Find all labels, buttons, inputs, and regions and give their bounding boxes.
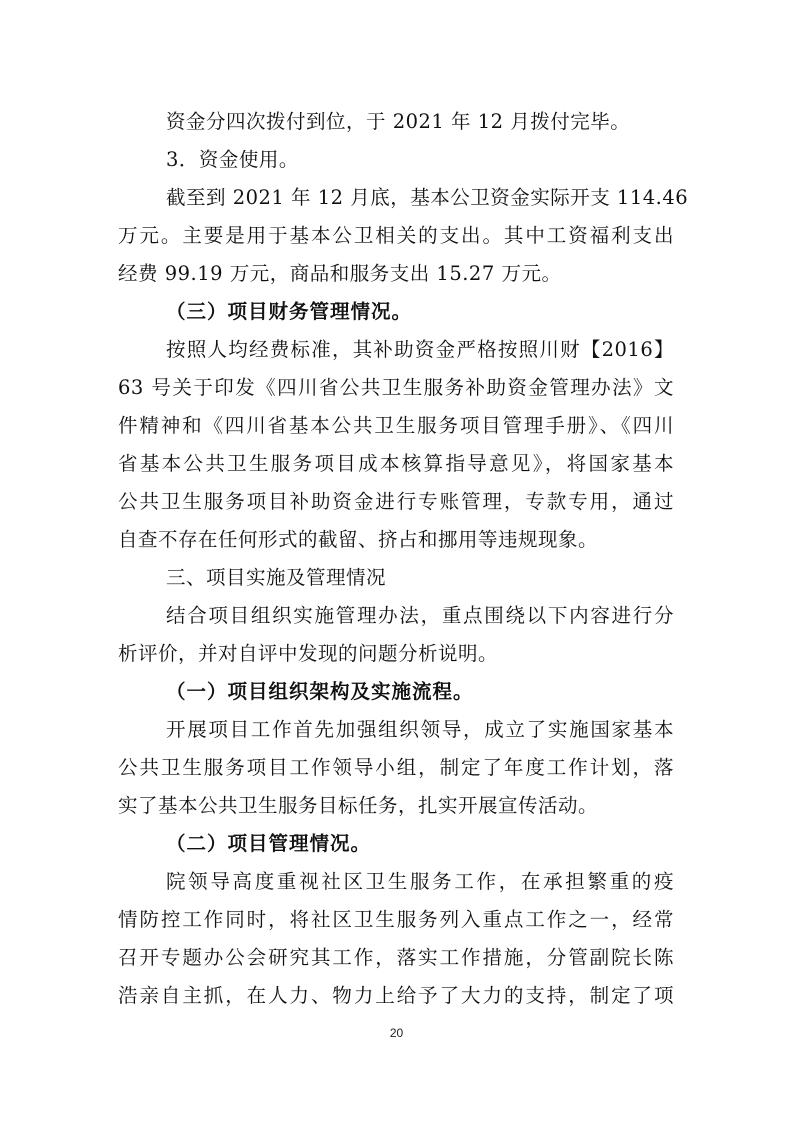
body-line-1: 资金分四次拨付到位，于 2021 年 12 月拨付完毕。	[166, 110, 631, 133]
body-line-8: 63 号关于印发《四川省公共卫生服务补助资金管理办法》文	[118, 376, 674, 399]
body-line-12: 自查不存在任何形式的截留、挤占和挪用等违规现象。	[118, 528, 599, 551]
body-line-7: 按照人均经费标准，其补助资金严格按照川财【2016】	[166, 338, 674, 361]
body-line-15: 析评价，并对自评中发现的问题分析说明。	[118, 642, 499, 665]
chapter-heading-3: 三、项目实施及管理情况	[166, 566, 387, 589]
body-line-19: 实了基本公共卫生服务目标任务，扎实开展宣传活动。	[118, 794, 599, 817]
body-line-14: 结合项目组织实施管理办法，重点围绕以下内容进行分	[166, 604, 674, 627]
body-line-11: 公共卫生服务项目补助资金进行专账管理，专款专用，通过	[118, 490, 674, 513]
body-line-10: 省基本公共卫生服务项目成本核算指导意见》，将国家基本	[118, 452, 674, 475]
body-line-21: 院领导高度重视社区卫生服务工作，在承担繁重的疫	[166, 870, 674, 893]
body-line-2: 3．资金使用。	[166, 148, 299, 171]
section-heading-3: （三）项目财务管理情况。	[166, 300, 413, 323]
section-heading-2: （二）项目管理情况。	[166, 832, 372, 855]
body-line-24: 浩亲自主抓，在人力、物力上给予了大力的支持，制定了项	[118, 984, 674, 1007]
body-line-17: 开展项目工作首先加强组织领导，成立了实施国家基本	[166, 718, 674, 741]
body-line-23: 召开专题办公会研究其工作，落实工作措施，分管副院长陈	[118, 946, 674, 969]
body-line-18: 公共卫生服务项目工作领导小组，制定了年度工作计划，落	[118, 756, 674, 779]
body-line-3: 截至到 2021 年 12 月底，基本公卫资金实际开支 114.46	[166, 186, 689, 209]
body-line-9: 件精神和《四川省基本公共卫生服务项目管理手册》、《四川	[118, 414, 674, 437]
body-line-4: 万元。主要是用于基本公卫相关的支出。其中工资福利支出	[118, 224, 674, 247]
page-number: 20	[389, 1026, 404, 1040]
body-line-22: 情防控工作同时，将社区卫生服务列入重点工作之一，经常	[118, 908, 674, 931]
section-heading-1: （一）项目组织架构及实施流程。	[166, 680, 474, 703]
body-line-5: 经费 99.19 万元，商品和服务支出 15.27 万元。	[118, 262, 562, 285]
